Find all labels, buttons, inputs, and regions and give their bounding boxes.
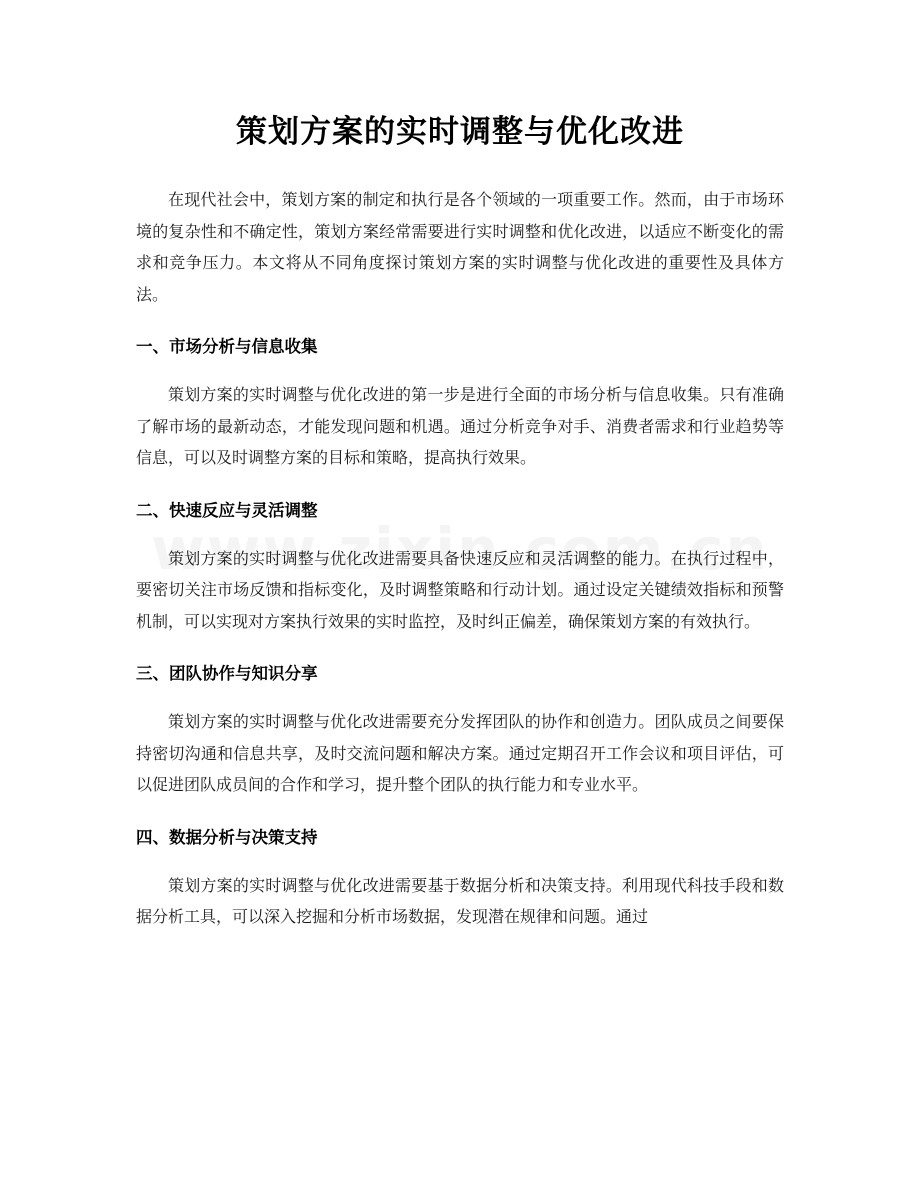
section-heading-4: 四、数据分析与决策支持 (136, 827, 318, 847)
section-heading-1: 一、市场分析与信息收集 (136, 337, 318, 356)
section-body-4: 策划方案的实时调整与优化改进需要基于数据分析和决策支持。利用现代科技手段和数据分析工具，可以深入挖掘和分析市场数据，发现潜在规律和问题。通过 (136, 875, 784, 926)
section-heading-3: 三、团队协作与知识分享 (136, 664, 318, 683)
document-title: 策划方案的实时调整与优化改进 (236, 114, 684, 150)
intro-paragraph: 在现代社会中，策划方案的制定和执行是各个领域的一项重要工作。然而，由于市场环境的复杂性和不确定性，策划方案经常需要进行实时调整和优化改进，以适应不断变化的需求和竞争压力。本文将从不同角度探讨策划方案的实时调整与优化改进的重要性及具体方法。 (136, 190, 784, 304)
section-body-3: 策划方案的实时调整与优化改进需要充分发挥团队的协作和创造力。团队成员之间要保持密切沟通和信息共享，及时交流问题和解决方案。通过定期召开工作会议和项目评估，可以促进团队成员间的合作和学习，提升整个团队的执行能力和专业水平。 (136, 712, 784, 794)
section-body-2: 策划方案的实时调整与优化改进需要具备快速反应和灵活调整的能力。在执行过程中，要密切关注市场反馈和指标变化，及时调整策略和行动计划。通过设定关键绩效指标和预警机制，可以实现对方案执行效果的实时监控，及时纠正偏差，确保策划方案的有效执行。 (136, 548, 784, 631)
section-body-1: 策划方案的实时调整与优化改进的第一步是进行全面的市场分析与信息收集。只有准确了解市场的最新动态，才能发现问题和机遇。通过分析竞争对手、消费者需求和行业趋势等信息，可以及时调整方案的目标和策略，提高执行效果。 (136, 385, 784, 467)
section-heading-2: 二、快速反应与灵活调整 (136, 500, 318, 520)
